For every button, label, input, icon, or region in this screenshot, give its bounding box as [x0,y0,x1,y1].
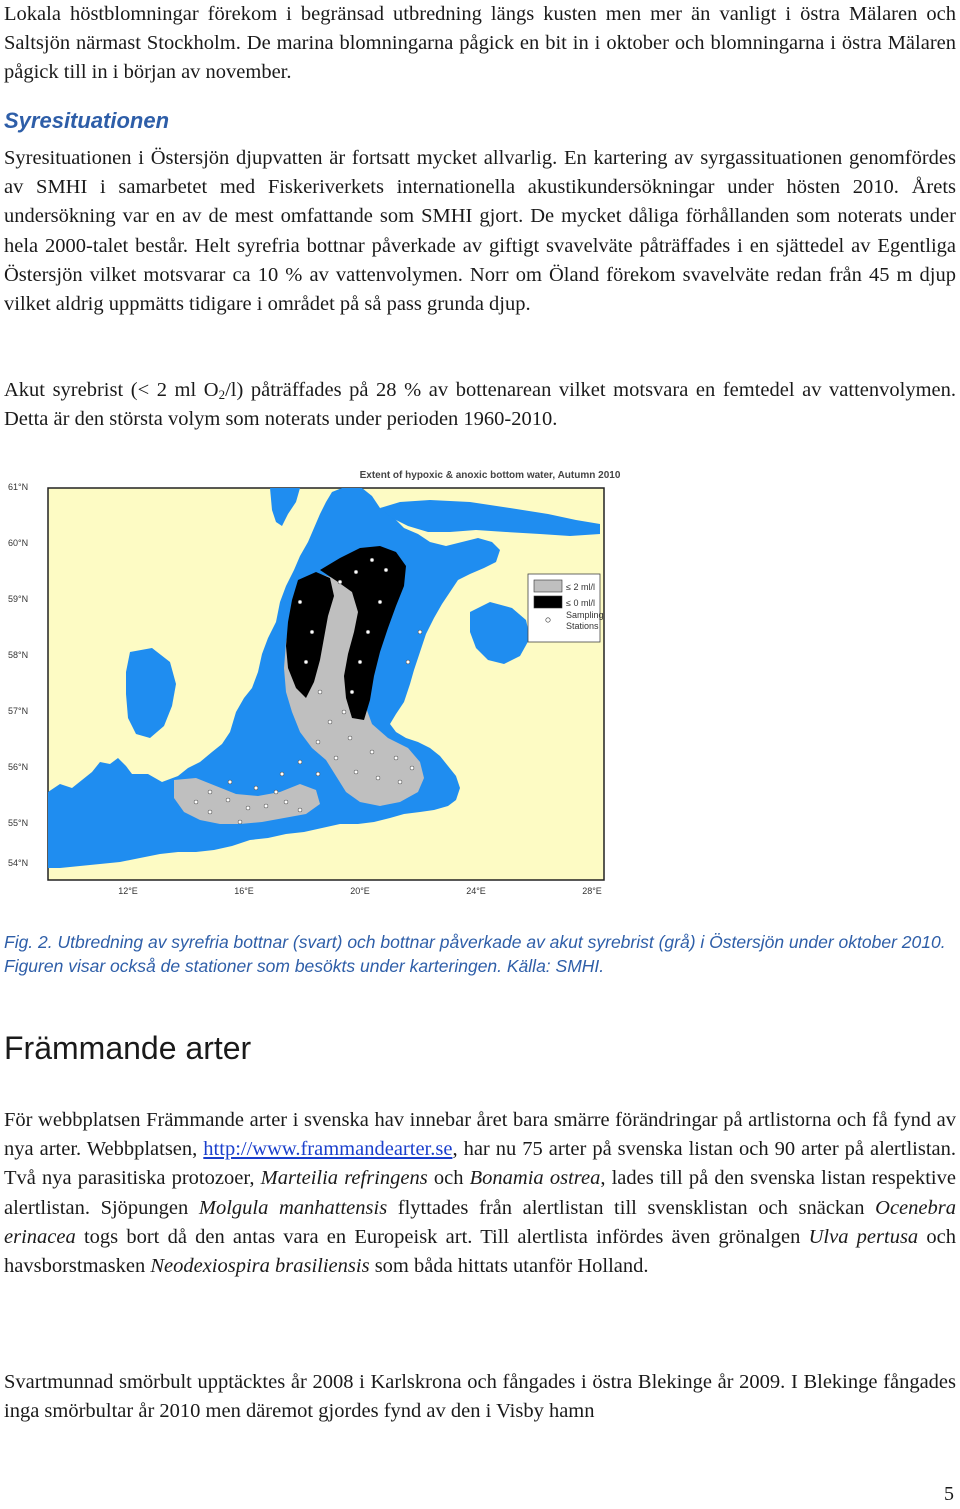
text-part: , lades till på den svenska listan respektive alertlistan. Sjöpungen [4,1167,956,1219]
legend-label-anoxic: ≤ 0 ml/l [566,598,595,608]
station-marker [366,630,370,634]
station-marker [370,558,374,562]
station-marker [304,660,308,664]
station-marker [334,756,338,760]
text-part: , har nu 75 arter på svenska listan och 90 arter på alertlistan. Två nya parasitiska protozoer, [4,1138,956,1190]
text-part: Akut syrebrist (< 2 ml O [4,379,219,401]
station-marker [274,790,278,794]
text-part: som båda hittats utanför Holland. [369,1255,649,1278]
legend-label-hypoxic: ≤ 2 ml/l [566,582,595,592]
longitude-axis [118,886,602,896]
station-marker [316,740,320,744]
paragraph-invasive-species [4,1106,956,1281]
station-marker [280,772,284,776]
legend-swatch-anoxic [534,596,562,608]
lon-tick: 12°E [118,886,138,896]
species-name: Ulva pertusa [808,1225,919,1248]
latitude-axis [8,482,28,868]
page-number: 5 [944,1483,954,1505]
station-marker [394,756,398,760]
species-name: Ocenebra erinacea [4,1196,956,1248]
lon-tick: 28°E [582,886,602,896]
station-marker [376,776,380,780]
lon-tick: 24°E [466,886,486,896]
station-marker [208,790,212,794]
station-marker [354,570,358,574]
text-part: flyttades från alertlistan till svensklistan och snäckan [387,1196,876,1219]
figure-caption: Fig. 2. Utbredning av syrefria bottnar (svart) och bottnar påverkade av akut syrebrist (grå) i Östersjön under oktober 2010. Figuren visar också de stationer som besökts under karteringen. Källa: SMHI. [4,932,946,976]
station-marker [238,820,242,824]
station-marker [298,600,302,604]
station-marker [406,660,410,664]
station-marker [354,770,358,774]
lat-tick: 58°N [8,650,29,660]
map-svg [0,462,960,902]
lat-tick: 56°N [8,762,29,772]
legend [528,574,604,642]
station-marker [342,710,346,714]
station-marker [246,806,250,810]
station-marker [378,600,382,604]
lat-tick: 54°N [8,858,29,868]
station-marker [298,760,302,764]
station-marker [226,798,230,802]
legend-marker-station [546,618,550,622]
paragraph-autumn-blooms: Lokala höstblomningar förekom i begränsad utbredning längs kusten men mer än vanligt i östra Mälaren och Saltsjön närmast Stockholm. De marina blomningarna pågick en bit in i oktober och blomningarna i östra Mälaren pågick till in i början av november. [4,3,956,84]
figure-oxygen-map [0,462,960,902]
station-marker [298,808,302,812]
legend-swatch-hypoxic [534,580,562,592]
station-marker [194,800,198,804]
species-name: Marteilia refringens [260,1167,428,1190]
subscript-2: 2 [218,387,226,402]
text-part: För webbplatsen Främmande arter i svenska hav innebar året bara smärre förändringar på artlistorna och få fynd av nya arter. Webbplatsen, [4,1109,956,1161]
station-marker [370,750,374,754]
figure-title: Extent of hypoxic & anoxic bottom water, Autumn 2010 [359,470,621,481]
station-marker [328,720,332,724]
station-marker [208,810,212,814]
station-marker [410,766,414,770]
lat-tick: 57°N [8,706,29,716]
station-marker [284,800,288,804]
lon-tick: 20°E [350,886,370,896]
paragraph-acute-oxygen-deficit [4,376,956,434]
station-marker [358,660,362,664]
station-marker [316,772,320,776]
paragraph-round-goby: Svartmunnad smörbult upptäcktes år 2008 i Karlskrona och fångades i östra Blekinge år 2009. I Blekinge fångades inga smörbultar år 2010 men däremot gjordes fynd av den i Visby hamn [4,1371,956,1423]
station-marker [384,568,388,572]
station-marker [310,630,314,634]
station-marker [228,780,232,784]
species-name: Neodexiospira brasiliensis [150,1255,370,1278]
lat-tick: 55°N [8,818,29,828]
text-part: /l) påträffades på 28 % av bottenarean vilket motsvara en femtedel av vattenvolymen. Detta är den största volym som noterats under perioden 1960-2010. [4,379,956,431]
heading-syresituationen: Syresituationen [4,108,170,133]
station-marker [418,630,422,634]
station-marker [398,780,402,784]
species-name: Molgula manhattensis [198,1196,388,1219]
species-name: Bonamia ostrea [469,1167,601,1190]
station-marker [348,736,352,740]
station-marker [350,690,354,694]
station-marker [318,690,322,694]
station-marker [254,786,258,790]
lat-tick: 60°N [8,538,29,548]
text-part: och [427,1167,470,1190]
lon-tick: 16°E [234,886,254,896]
website-link[interactable]: http://www.frammandearter.se [203,1138,453,1161]
station-marker [264,804,268,808]
lat-tick: 59°N [8,594,29,604]
paragraph-oxygen-situation: Syresituationen i Östersjön djupvatten är fortsatt mycket allvarlig. En kartering av syrgassituationen genomfördes av SMHI i samarbetet med Fiskeriverkets internationella akustikundersökningar under hösten 2010. Årets undersökning var en av de mest omfattande som SMHI gjort. De mycket dåliga förhållanden som noterats under hela 2000-talet består. Helt syrefria bottnar påverkade av giftigt svavelväte påträffades i en sjättedel av Egentliga Östersjön vilket motsvarar ca 10 % av vattenvolymen. Norr om Öland förekom svavelväte redan från 45 m djup vilket aldrig uppmätts tidigare i området på så pass grunda djup. [4,147,956,316]
station-marker [338,580,342,584]
legend-label-stations: Sampling [566,610,604,620]
legend-label-stations: Stations [566,621,599,631]
lat-tick: 61°N [8,482,29,492]
text-part: togs bort då den antas vara en Europeisk art. Till alertlista infördes även grönalgen [75,1225,809,1248]
text-part: och havsborstmasken [4,1225,956,1278]
heading-frammande-arter: Främmande arter [4,1030,252,1066]
